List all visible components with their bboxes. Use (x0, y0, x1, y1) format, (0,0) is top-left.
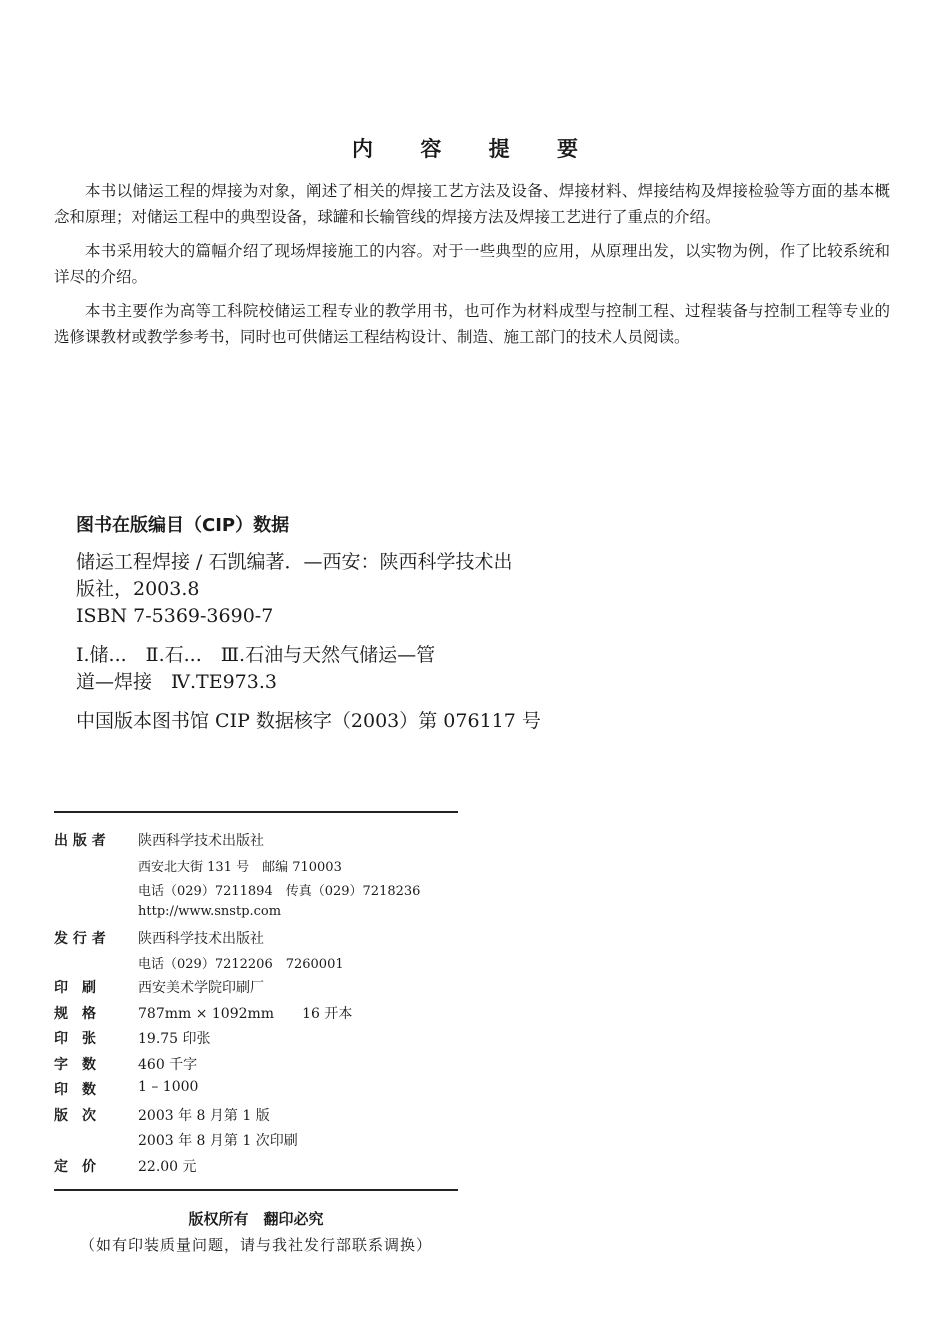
publisher-address-row (54, 856, 474, 880)
field-label: 发 行 者 (54, 930, 106, 947)
field-label: 出 版 者 (54, 833, 106, 849)
publisher-url-row (54, 904, 474, 928)
publisher-url: http://www.snstp.com (138, 903, 282, 919)
field-value: 22.00 元 (138, 1158, 197, 1175)
distributor-phone-row (54, 953, 474, 977)
field-label: 印 刷 (54, 980, 96, 996)
printing-row (54, 1130, 474, 1156)
field-label: 规 格 (54, 1005, 96, 1022)
divider (54, 811, 458, 813)
field-value: 460 千字 (138, 1056, 198, 1073)
field-value: 1 – 1000 (138, 1079, 199, 1095)
cip-heading: 图书在版编目（CIP）数据 (76, 515, 290, 536)
format-row (54, 1003, 474, 1029)
field-label: 版 次 (54, 1107, 96, 1124)
field-value: 2003 年 8 月第 1 版 (138, 1107, 270, 1124)
cip-line: Ⅰ.储... Ⅱ.石... Ⅲ.石油与天然气储运—管 (76, 644, 436, 666)
field-value: 电话（029）7211894 传真（029）7218236 (138, 883, 421, 899)
field-label: 定 价 (54, 1158, 96, 1175)
field-value: 西安美术学院印刷厂 (138, 980, 264, 996)
copies-row (54, 1079, 474, 1105)
cip-line: 版社，2003.8 (76, 578, 200, 600)
edition-row (54, 1105, 474, 1131)
words-row (54, 1054, 474, 1080)
page-title: 内 容 提 要 (352, 137, 598, 161)
copyright-notice: 版权所有 翻印必究 (188, 1210, 324, 1228)
quality-notice: （如有印装质量问题，请与我社发行部联系调换） (79, 1236, 432, 1254)
cip-record (76, 549, 566, 735)
abstract (54, 178, 890, 358)
cip-isbn: ISBN 7-5369-3690-7 (76, 605, 274, 627)
divider (54, 1189, 458, 1191)
publisher-row (54, 830, 474, 856)
publisher-phone-row (54, 880, 474, 904)
cip-line: 储运工程焊接 / 石凯编著．—西安：陕西科学技术出 (76, 551, 513, 573)
field-value: 西安北大街 131 号 邮编 710003 (138, 859, 342, 875)
field-value: 787mm × 1092mm 16 开本 (138, 1005, 353, 1022)
publication-info (54, 830, 474, 1181)
field-value: 电话（029）7212206 7260001 (138, 957, 344, 972)
printer-row (54, 977, 474, 1003)
field-value: 19.75 印张 (138, 1031, 211, 1047)
field-label: 印 数 (54, 1082, 96, 1098)
field-label: 印 张 (54, 1031, 96, 1047)
field-value: 陕西科学技术出版社 (138, 833, 264, 849)
cip-number: 中国版本图书馆 CIP 数据核字（2003）第 076117 号 (76, 710, 541, 732)
field-label: 字 数 (54, 1056, 96, 1073)
price-row (54, 1156, 474, 1182)
abstract-paragraph: 本书采用较大的篇幅介绍了现场焊接施工的内容。对于一些典型的应用，从原理出发，以实物为例，作了比较系统和详尽的介绍。 (54, 242, 890, 286)
abstract-paragraph: 本书主要作为高等工科院校储运工程专业的教学用书，也可作为材料成型与控制工程、过程装备与控制工程等专业的选修课教材或教学参考书，同时也可供储运工程结构设计、制造、施工部门的技术人员阅读。 (54, 302, 890, 346)
field-value: 陕西科学技术出版社 (138, 930, 264, 947)
cip-line: 道—焊接 Ⅳ.TE973.3 (76, 671, 277, 693)
abstract-paragraph: 本书以储运工程的焊接为对象，阐述了相关的焊接工艺方法及设备、焊接材料、焊接结构及焊接检验等方面的基本概念和原理；对储运工程中的典型设备，球罐和长输管线的焊接方法及焊接工艺进行了重点的介绍。 (54, 182, 890, 226)
field-value: 2003 年 8 月第 1 次印刷 (138, 1133, 298, 1149)
sheets-row (54, 1028, 474, 1054)
distributor-row (54, 928, 474, 954)
